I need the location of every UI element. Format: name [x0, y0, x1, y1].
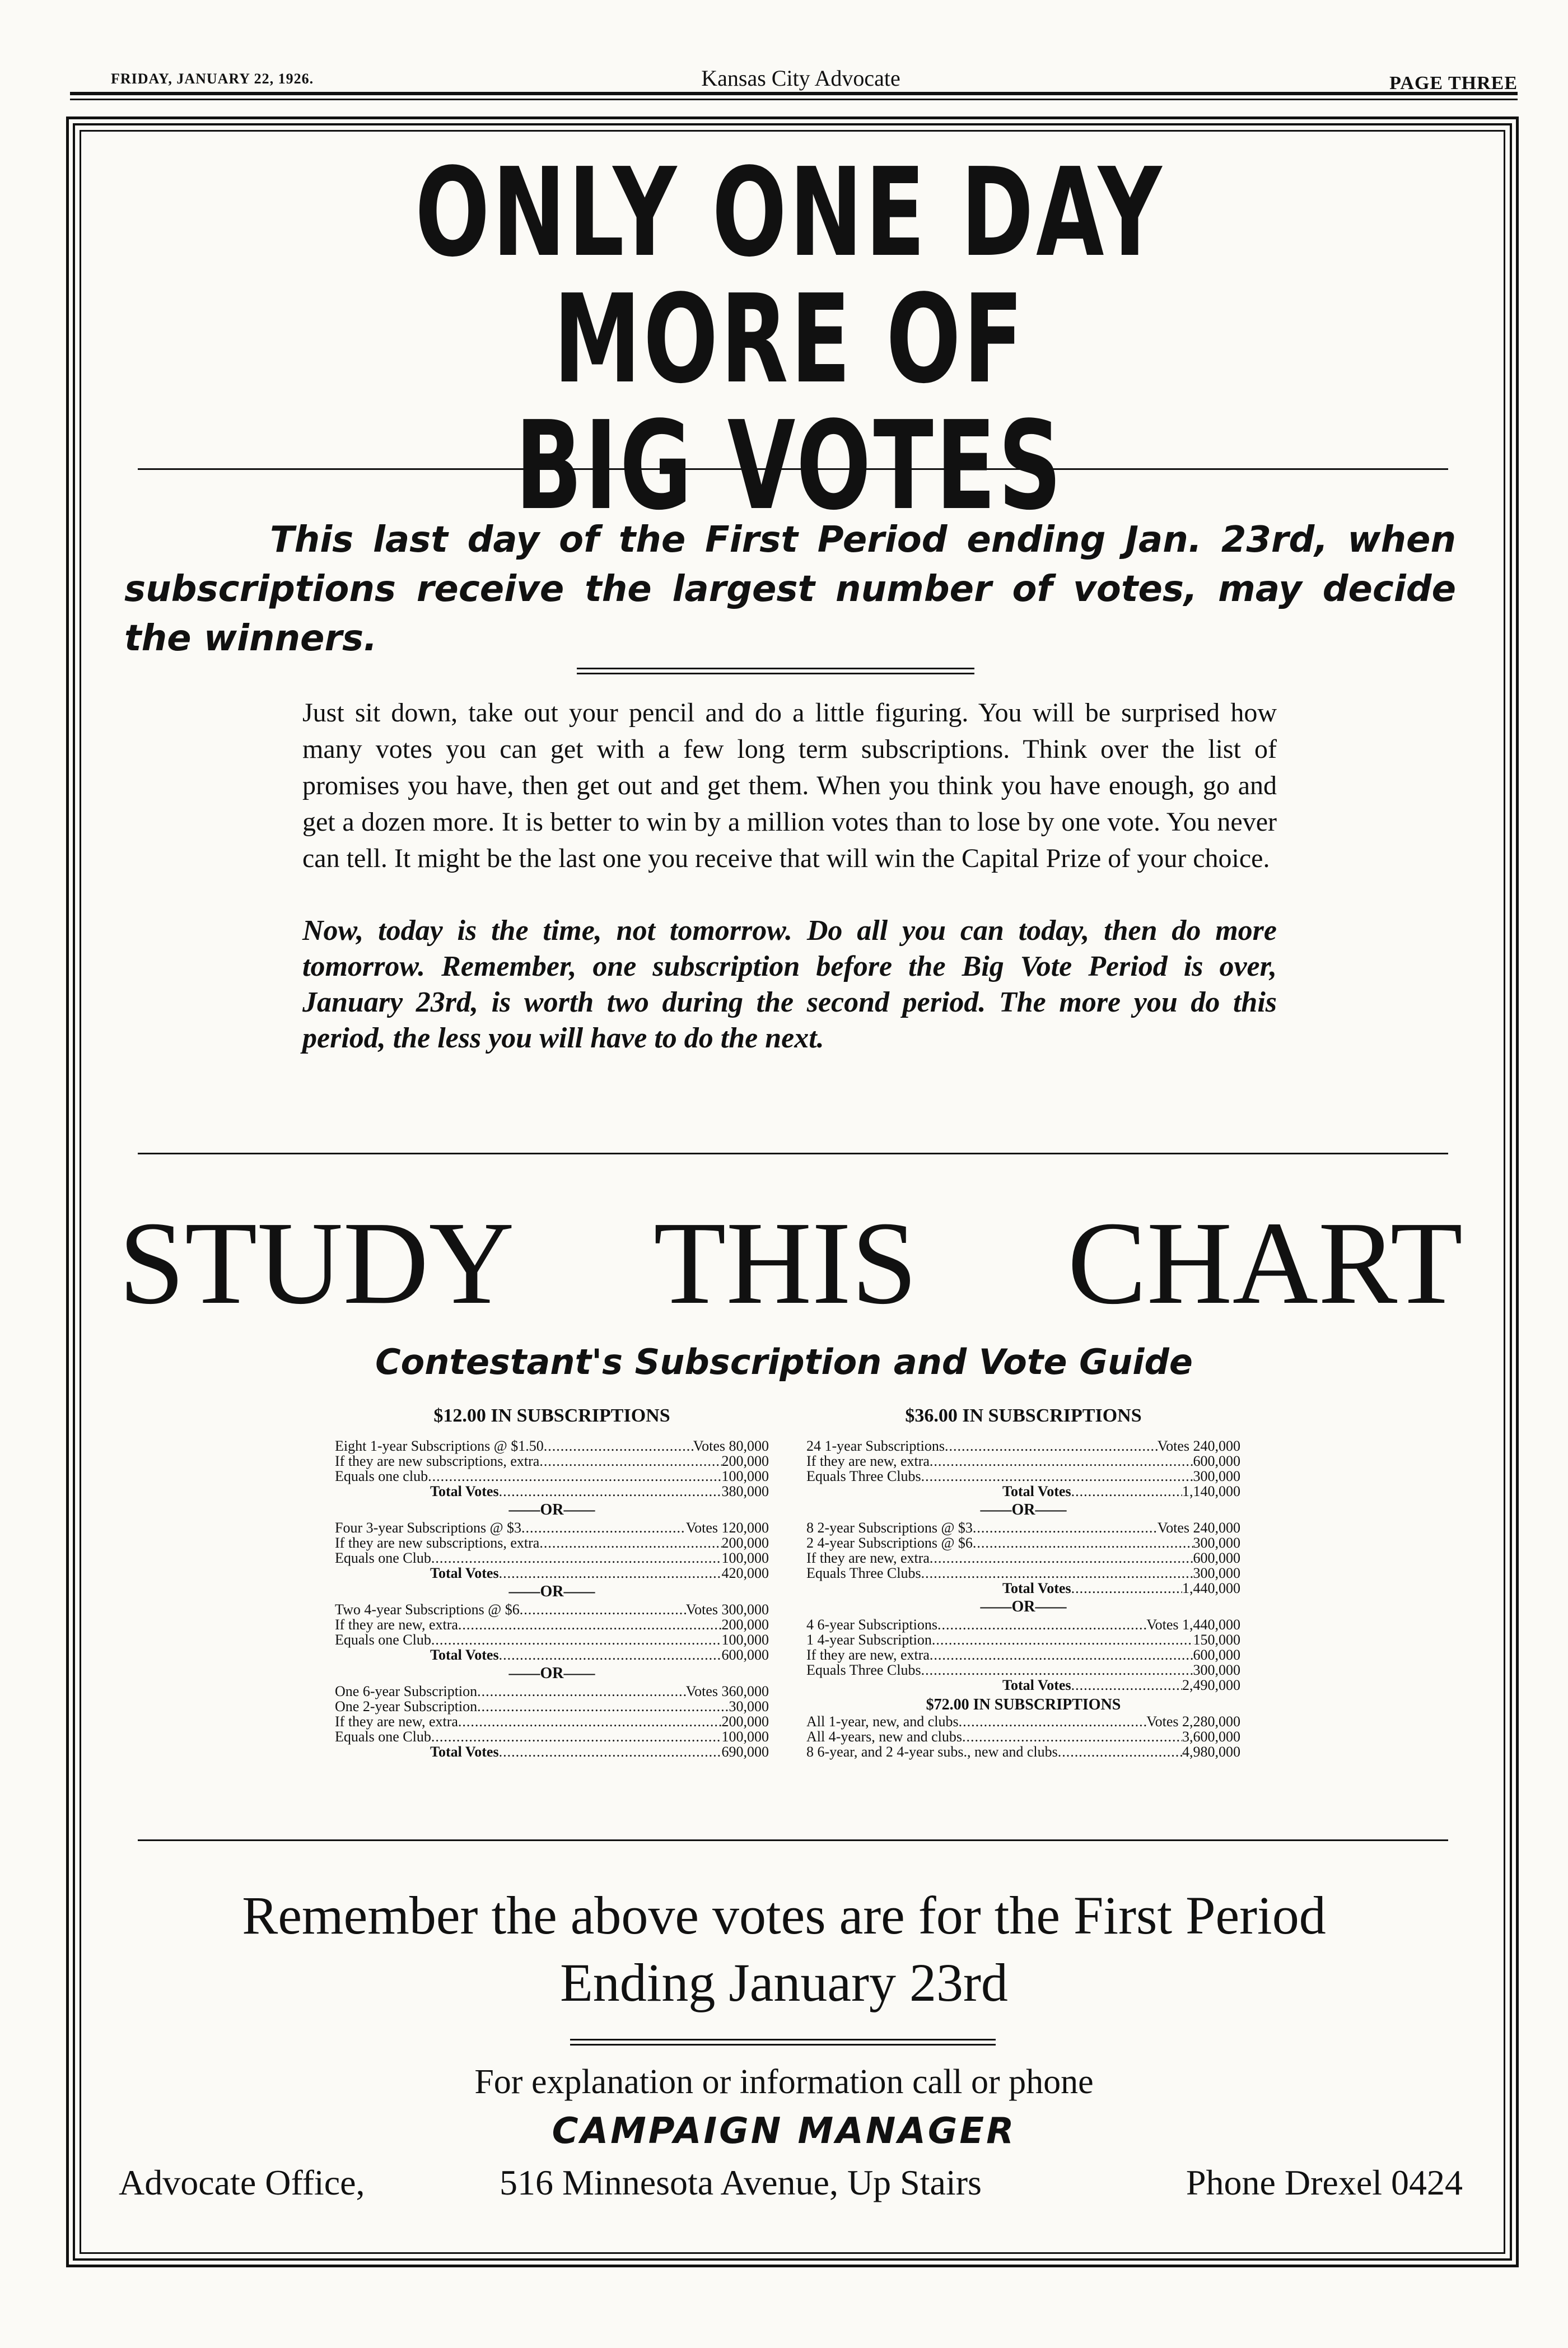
- vote-row-value: 300,000: [1193, 1662, 1240, 1678]
- dot-leader: [431, 1729, 722, 1744]
- vote-row-value: 300,000: [1193, 1565, 1240, 1581]
- divider-3: [138, 1153, 1448, 1154]
- or-separator: ——OR——: [980, 1598, 1067, 1615]
- vote-row-label: Eight 1-year Subscriptions @ $1.50: [335, 1438, 544, 1454]
- vote-row-label: If they are new, extra: [335, 1713, 458, 1730]
- office-label: Advocate Office,: [119, 2163, 365, 2202]
- vote-row-label: Equals one Club: [335, 1729, 431, 1745]
- vote-row: [806, 1566, 1240, 1581]
- body-paragraph: Just sit down, take out your pencil and do a little figuring. You will be surprised how many votes you can get with a few long term subscriptions. Think over the list of promises you have, then get out and get them. When you think you have enough, go and get a dozen more. It is better to win by a million votes than to lose by one vote. You never can tell. It might be the last one you receive that will win the Capital Prize of your choice.: [302, 698, 1277, 873]
- vote-row-value: 100,000: [721, 1468, 769, 1484]
- vote-row-label: Equals one Club: [335, 1550, 431, 1566]
- vote-row-label: Equals Three Clubs: [806, 1468, 921, 1484]
- vote-row: [335, 1520, 769, 1535]
- vote-row: [806, 1744, 1240, 1759]
- vote-row: [335, 1453, 769, 1469]
- dot-leader: [973, 1535, 1193, 1550]
- vote-row-label: Equals Three Clubs: [806, 1565, 921, 1581]
- vote-row-value: Votes 120,000: [685, 1520, 769, 1536]
- dot-leader: [428, 1469, 721, 1484]
- vote-row: [335, 1729, 769, 1744]
- vote-total-row: [335, 1566, 769, 1581]
- vote-row-value: 3,600,000: [1182, 1729, 1240, 1745]
- vote-row: [806, 1550, 1240, 1566]
- lead-paragraph: This last day of the First Period ending Jan. 23rd, when subscriptions receive the largest number of votes, may decide the winners.: [124, 519, 1456, 659]
- vote-total-row: [806, 1678, 1240, 1693]
- vote-row: [335, 1632, 769, 1647]
- study-word-2: THIS: [654, 1197, 918, 1329]
- headline-line-1: ONLY ONE DAY MORE OF: [415, 142, 1164, 411]
- dot-leader: [539, 1535, 721, 1550]
- vote-row-label: Two 4-year Subscriptions @ $6: [335, 1601, 520, 1618]
- vote-row-label: Equals one Club: [335, 1632, 431, 1648]
- vote-row-value: Votes 360,000: [685, 1683, 769, 1699]
- right-column-heading: $36.00 IN SUBSCRIPTIONS: [905, 1405, 1142, 1426]
- vote-row-value: Votes 240,000: [1157, 1520, 1240, 1536]
- vote-row-value: 300,000: [1193, 1535, 1240, 1551]
- vote-row-value: 30,000: [729, 1698, 769, 1715]
- dot-leader: [921, 1566, 1193, 1581]
- remember-line-1: Remember the above votes are for the First Period: [242, 1885, 1326, 1945]
- dot-leader: [458, 1714, 722, 1729]
- page-header: [84, 60, 1518, 94]
- dot-leader: [539, 1453, 721, 1469]
- study-word-3: CHART: [1067, 1197, 1463, 1329]
- vote-row: [335, 1684, 769, 1699]
- vote-row: [806, 1453, 1240, 1469]
- dot-leader: [932, 1632, 1193, 1647]
- divider-4: [138, 1839, 1448, 1841]
- dot-leader: [930, 1647, 1193, 1662]
- vote-row-value: 600,000: [1193, 1550, 1240, 1566]
- vote-row: [806, 1520, 1240, 1535]
- vote-row-label: If they are new subscriptions, extra: [335, 1453, 540, 1469]
- dot-leader: [477, 1684, 686, 1699]
- dot-leader: [521, 1520, 686, 1535]
- vote-row-label: One 2-year Subscription: [335, 1698, 478, 1715]
- office-address: 516 Minnesota Avenue, Up Stairs: [500, 2163, 982, 2202]
- body-emphasis: Now, today is the time, not tomorrow. Do all you can today, then do more tomorrow. Remember, one subscription before the Big Vote Period is over, January 23rd, is worth two during the second period. The more you do this period, the less you will have to do the next.: [302, 915, 1277, 1054]
- vote-row-label: Total Votes: [1002, 1483, 1071, 1499]
- right-vote-column: [806, 1405, 1240, 1759]
- vote-row-label: Total Votes: [430, 1565, 499, 1581]
- vote-row-value: 100,000: [721, 1632, 769, 1648]
- vote-row-label: Total Votes: [1002, 1580, 1071, 1596]
- vote-row-value: 4,980,000: [1182, 1744, 1240, 1760]
- newspaper-name: Kansas City Advocate: [701, 66, 900, 91]
- vote-row-value: 150,000: [1193, 1632, 1240, 1648]
- divider-5: [570, 2039, 996, 2046]
- headline-line-2: BIG VOTES: [515, 395, 1064, 537]
- vote-row-label: Equals one club: [335, 1468, 428, 1484]
- vote-row-value: Votes 2,280,000: [1146, 1713, 1240, 1730]
- dot-leader: [959, 1714, 1147, 1729]
- vote-total-row: [335, 1744, 769, 1759]
- dot-leader: [499, 1566, 722, 1581]
- dot-leader: [431, 1632, 722, 1647]
- left-column-heading: $12.00 IN SUBSCRIPTIONS: [433, 1405, 670, 1426]
- dot-leader: [477, 1699, 729, 1714]
- vote-row-value: 100,000: [721, 1729, 769, 1745]
- dot-leader: [921, 1662, 1193, 1678]
- dot-leader: [930, 1550, 1193, 1566]
- vote-row-label: Total Votes: [430, 1647, 499, 1663]
- vote-row: [335, 1617, 769, 1632]
- right-column-blocks: [806, 1438, 1240, 1693]
- vote-row-label: 4 6-year Subscriptions: [806, 1616, 937, 1633]
- or-separator: ——OR——: [508, 1501, 595, 1518]
- vote-row-label: One 6-year Subscription: [335, 1683, 478, 1699]
- dot-leader: [921, 1469, 1193, 1484]
- or-separator: ——OR——: [508, 1583, 595, 1600]
- vote-row-label: Total Votes: [430, 1483, 499, 1499]
- vote-row-value: 600,000: [1193, 1453, 1240, 1469]
- vote-row: [806, 1469, 1240, 1484]
- study-word-1: STUDY: [119, 1197, 515, 1329]
- vote-total-row: [335, 1647, 769, 1662]
- left-vote-column: [335, 1405, 769, 1759]
- page-number: PAGE THREE: [1389, 73, 1518, 94]
- dot-leader: [1071, 1581, 1182, 1596]
- or-separator: ——OR——: [508, 1665, 595, 1682]
- vote-row: [806, 1617, 1240, 1632]
- dot-leader: [520, 1602, 686, 1617]
- vote-row-label: 8 6-year, and 2 4-year subs., new and clubs: [806, 1744, 1058, 1760]
- vote-total-row: [806, 1484, 1240, 1499]
- dot-leader: [1071, 1484, 1182, 1499]
- vote-row-label: If they are new subscriptions, extra: [335, 1535, 540, 1551]
- vote-row-value: Votes 80,000: [693, 1438, 769, 1454]
- study-this-chart-heading: [119, 1199, 1463, 1327]
- right-sub-heading: $72.00 IN SUBSCRIPTIONS: [926, 1696, 1121, 1713]
- vote-row-label: If they are new, extra: [335, 1616, 458, 1633]
- vote-row: [335, 1699, 769, 1714]
- issue-date: FRIDAY, JANUARY 22, 1926.: [111, 71, 314, 87]
- divider-1: [138, 468, 1448, 470]
- dot-leader: [937, 1617, 1146, 1632]
- vote-row: [335, 1535, 769, 1550]
- or-separator: ——OR——: [980, 1501, 1067, 1518]
- campaign-manager-title: CAMPAIGN MANAGER: [552, 2111, 1016, 2152]
- vote-row-value: 1,140,000: [1182, 1483, 1240, 1499]
- vote-guide-title: Contestant's Subscription and Vote Guide: [375, 1341, 1193, 1382]
- vote-row-label: All 1-year, new, and clubs: [806, 1713, 959, 1730]
- dot-leader: [544, 1438, 693, 1453]
- vote-row: [806, 1662, 1240, 1678]
- dot-leader: [1071, 1678, 1182, 1693]
- dot-leader: [930, 1453, 1193, 1469]
- vote-row: [806, 1729, 1240, 1744]
- dot-leader: [973, 1520, 1158, 1535]
- remember-notice: [90, 1882, 1478, 2016]
- dot-leader: [499, 1744, 722, 1759]
- dot-leader: [945, 1438, 1158, 1453]
- dot-leader: [499, 1647, 722, 1662]
- dot-leader: [1058, 1744, 1182, 1759]
- vote-row: [335, 1469, 769, 1484]
- remember-line-2: Ending January 23rd: [560, 1953, 1008, 2012]
- vote-row-value: Votes 1,440,000: [1146, 1616, 1240, 1633]
- vote-row-label: If they are new, extra: [806, 1647, 930, 1663]
- vote-row: [806, 1714, 1240, 1729]
- main-headline: [306, 142, 1273, 537]
- vote-row-value: 600,000: [721, 1647, 769, 1663]
- vote-row-value: 200,000: [721, 1616, 769, 1633]
- vote-row-value: 100,000: [721, 1550, 769, 1566]
- vote-row-value: 690,000: [721, 1744, 769, 1760]
- vote-row: [335, 1550, 769, 1566]
- office-phone: Phone Drexel 0424: [1186, 2163, 1463, 2202]
- divider-2: [577, 668, 974, 674]
- right-final-rows: [806, 1714, 1240, 1759]
- dot-leader: [458, 1617, 722, 1632]
- vote-row-label: 24 1-year Subscriptions: [806, 1438, 945, 1454]
- vote-row-label: Total Votes: [1002, 1677, 1071, 1693]
- contact-line: [119, 2162, 1463, 2207]
- vote-row: [806, 1535, 1240, 1550]
- vote-row-value: 600,000: [1193, 1647, 1240, 1663]
- dot-leader: [499, 1484, 722, 1499]
- vote-row-value: 420,000: [721, 1565, 769, 1581]
- vote-row-label: All 4-years, new and clubs: [806, 1729, 962, 1745]
- vote-row-label: Four 3-year Subscriptions @ $3: [335, 1520, 522, 1536]
- vote-total-row: [806, 1581, 1240, 1596]
- vote-row-value: 200,000: [721, 1535, 769, 1551]
- explanation-line: For explanation or information call or phone: [474, 2063, 1094, 2101]
- vote-row-value: 300,000: [1193, 1468, 1240, 1484]
- vote-row-value: 200,000: [721, 1453, 769, 1469]
- dot-leader: [431, 1550, 722, 1566]
- vote-row: [335, 1602, 769, 1617]
- vote-row-label: If they are new, extra: [806, 1453, 930, 1469]
- vote-row: [806, 1632, 1240, 1647]
- left-column-blocks: [335, 1438, 769, 1759]
- vote-row: [806, 1438, 1240, 1453]
- vote-row-label: Equals Three Clubs: [806, 1662, 921, 1678]
- vote-row: [335, 1438, 769, 1453]
- vote-total-row: [335, 1484, 769, 1499]
- vote-row-value: Votes 300,000: [685, 1601, 769, 1618]
- vote-row: [335, 1714, 769, 1729]
- vote-row-label: If they are new, extra: [806, 1550, 930, 1566]
- vote-row-value: 200,000: [721, 1713, 769, 1730]
- vote-row-label: 1 4-year Subscription: [806, 1632, 932, 1648]
- header-rule: [70, 92, 1518, 100]
- vote-row-value: 2,490,000: [1182, 1677, 1240, 1693]
- vote-row-value: 1,440,000: [1182, 1580, 1240, 1596]
- vote-row-label: Total Votes: [430, 1744, 499, 1760]
- vote-row-label: 8 2-year Subscriptions @ $3: [806, 1520, 973, 1536]
- vote-row-label: 2 4-year Subscriptions @ $6: [806, 1535, 973, 1551]
- dot-leader: [962, 1729, 1182, 1744]
- vote-row: [806, 1647, 1240, 1662]
- vote-row-value: 380,000: [721, 1483, 769, 1499]
- vote-row-value: Votes 240,000: [1157, 1438, 1240, 1454]
